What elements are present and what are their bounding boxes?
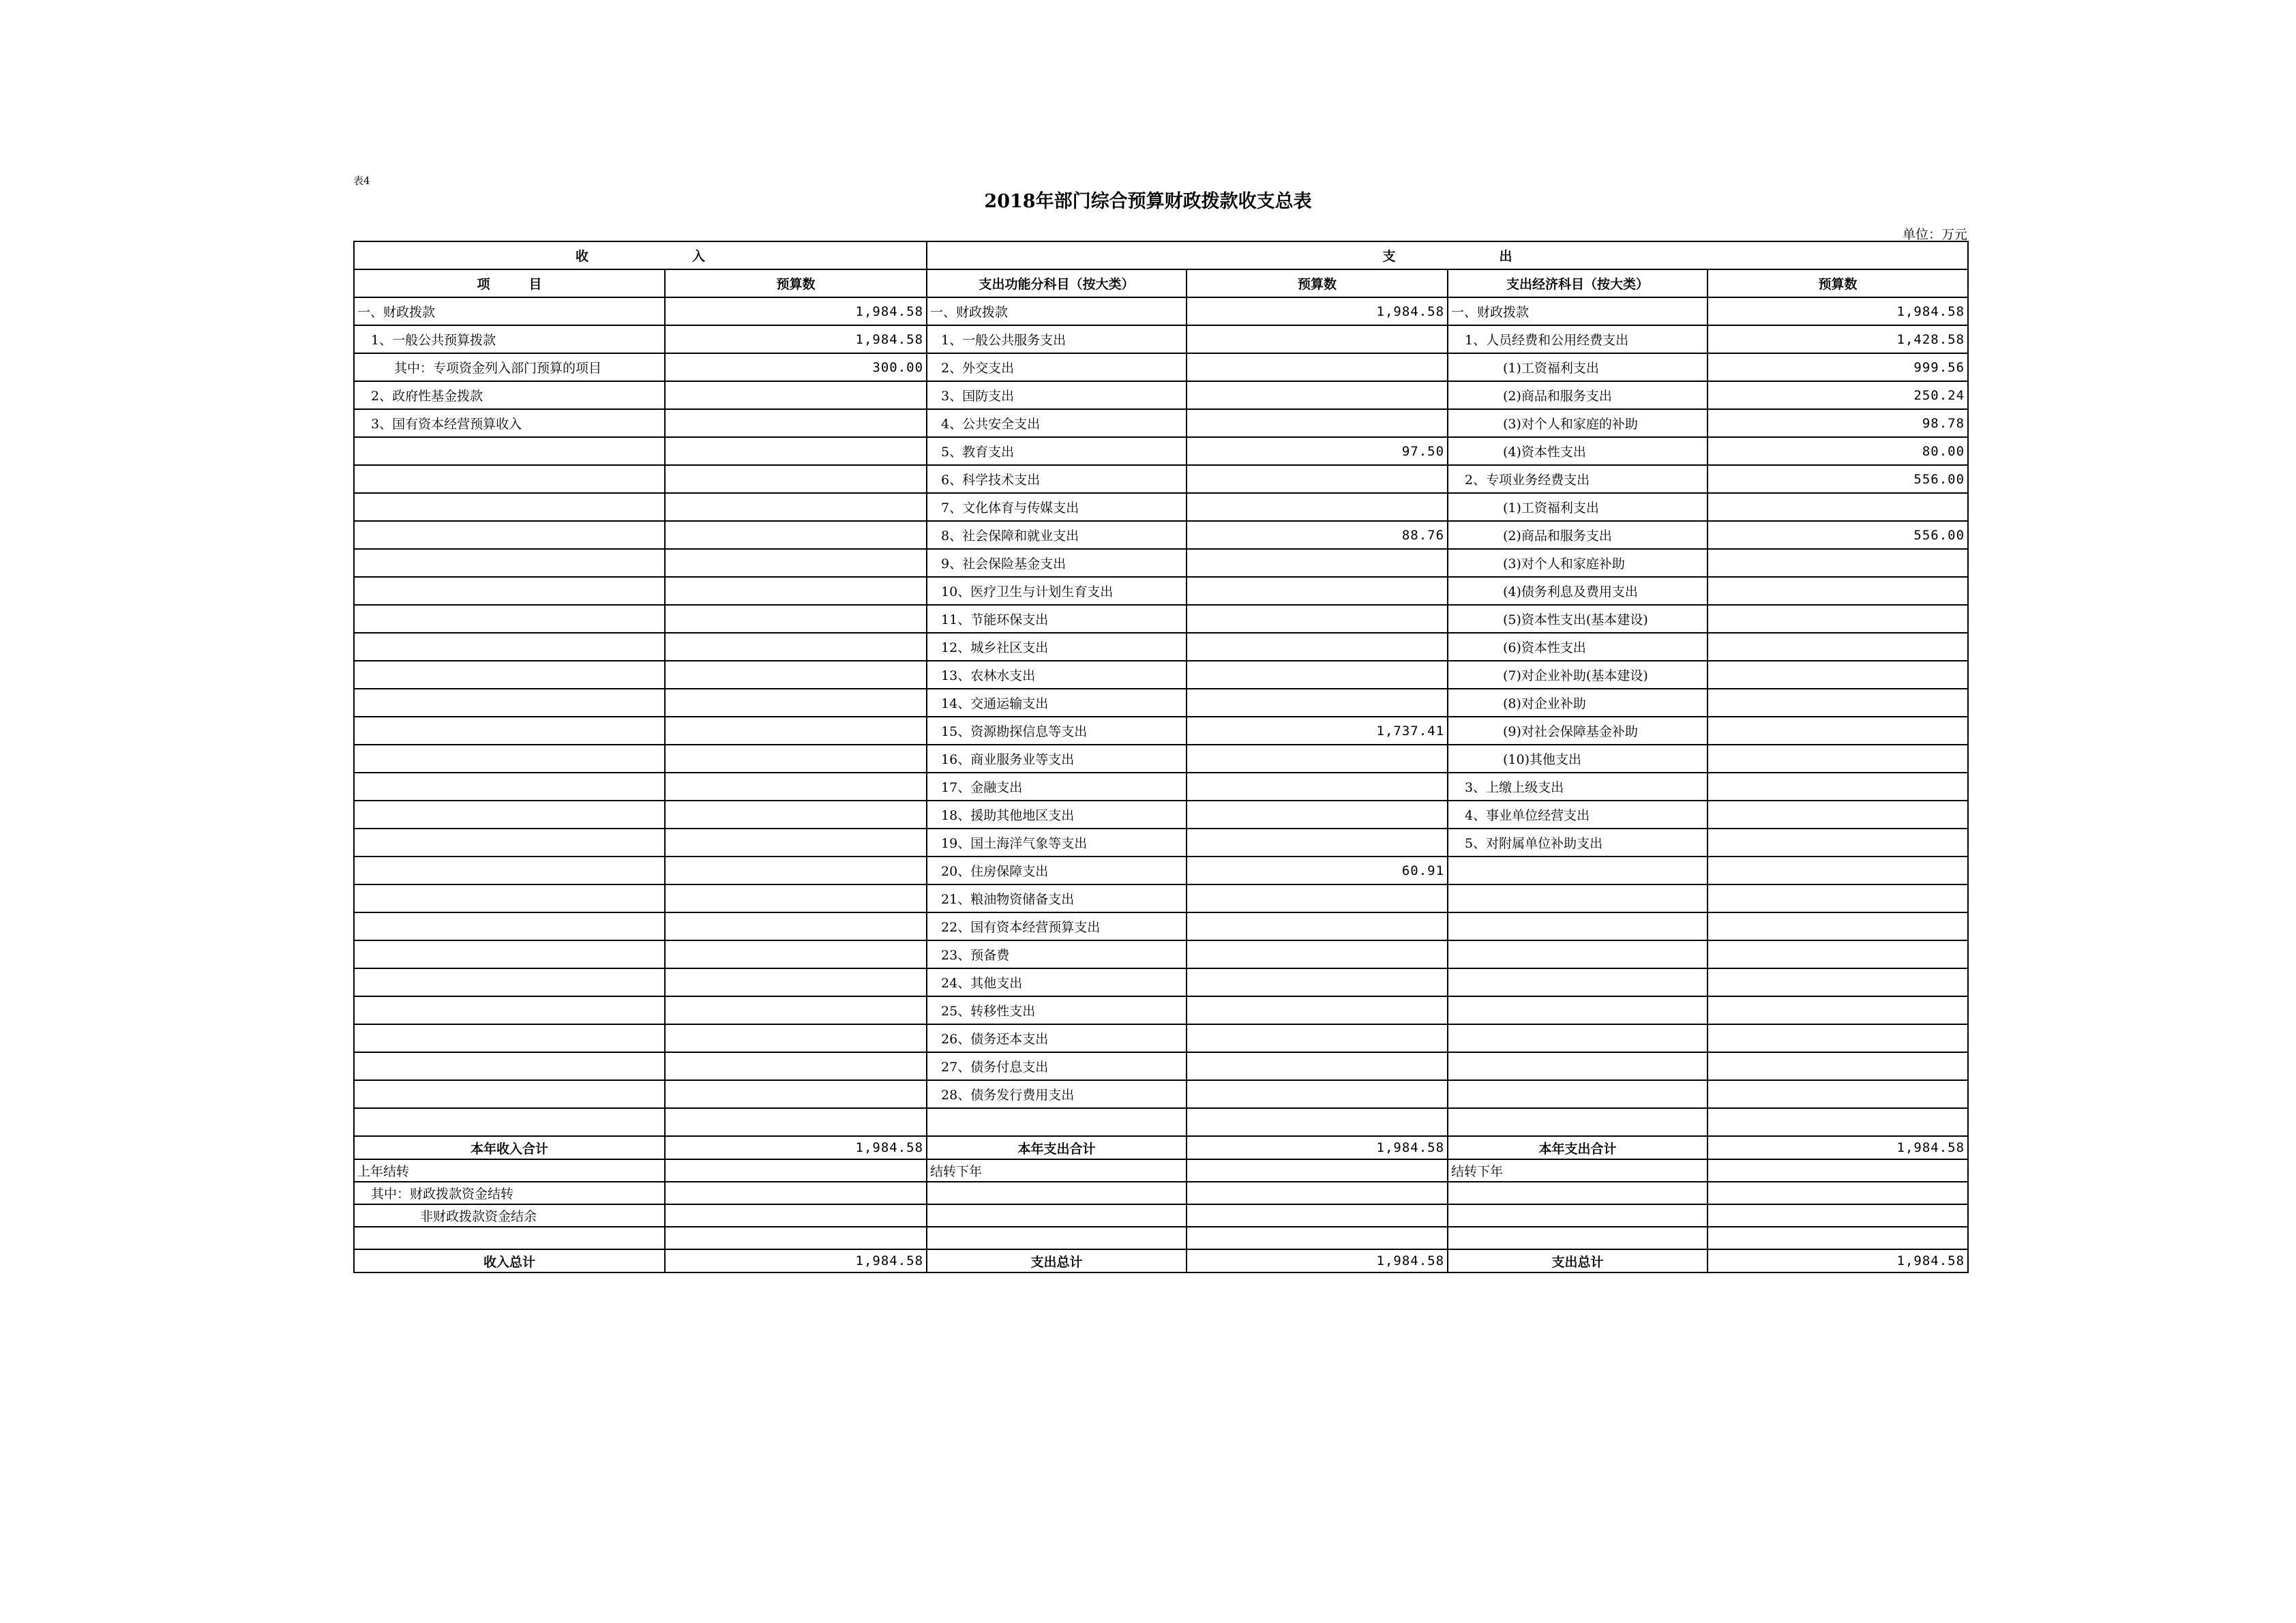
table-row [354,605,1968,633]
econ-value-cell [1708,633,1968,661]
year-total-row-inc-cell: 本年收入合计 [354,1136,665,1159]
income-item-cell [354,717,665,745]
budget-table [353,241,1969,1273]
income-value-cell [665,996,927,1024]
func-value-cell [1187,912,1448,940]
carry-econ-value-cell [1708,1182,1968,1204]
income-item-cell [354,661,665,689]
income-value-cell [665,605,927,633]
income-item-cell [354,493,665,521]
func-item-cell [927,1108,1187,1136]
table-row [354,996,1968,1024]
func-item-cell: 24、其他支出 [927,968,1187,996]
carry-income-value-cell [665,1182,927,1204]
func-value-cell: 60.91 [1187,857,1448,884]
table-row [354,1108,1968,1136]
table-row [354,884,1968,912]
econ-item-cell [1448,912,1708,940]
func-value-cell [1187,661,1448,689]
table-row [354,1052,1968,1080]
carry-econ-value-cell [1708,1227,1968,1249]
grand-total-row [354,1249,1968,1272]
econ-item-cell: (2)商品和服务支出 [1448,381,1708,409]
income-value-cell: 1,984.58 [665,297,927,325]
income-value-cell [665,465,927,493]
income-item-cell [354,968,665,996]
carry-row [354,1159,1968,1182]
income-item-cell [354,773,665,801]
func-item-cell: 12、城乡社区支出 [927,633,1187,661]
func-item-cell: 20、住房保障支出 [927,857,1187,884]
econ-value-cell [1708,857,1968,884]
carry-income-cell: 其中：财政拨款资金结转 [354,1182,665,1204]
econ-value-cell [1708,689,1968,717]
income-item-cell [354,1024,665,1052]
income-value-cell [665,1080,927,1108]
income-value-cell [665,940,927,968]
table-row [354,353,1968,381]
func-item-cell: 一、财政拨款 [927,297,1187,325]
income-value-cell [665,633,927,661]
income-item-cell [354,577,665,605]
income-value-cell [665,437,927,465]
year-total-row-incv-cell: 1,984.58 [665,1136,927,1159]
func-item-cell: 19、国土海洋气象等支出 [927,829,1187,857]
header-income: 收 入 [354,241,927,269]
func-item-cell: 21、粮油物资储备支出 [927,884,1187,912]
econ-value-cell [1708,884,1968,912]
table-body [354,241,1968,1272]
table-row [354,717,1968,745]
econ-value-cell [1708,745,1968,773]
carry-income-value-cell [665,1204,927,1227]
econ-value-cell [1708,912,1968,940]
econ-item-cell: (4)资本性支出 [1448,437,1708,465]
func-value-cell: 88.76 [1187,521,1448,549]
func-value-cell [1187,493,1448,521]
func-item-cell: 23、预备费 [927,940,1187,968]
carry-econ-cell [1448,1204,1708,1227]
econ-value-cell [1708,1108,1968,1136]
income-value-cell [665,717,927,745]
func-value-cell: 1,984.58 [1187,297,1448,325]
carry-econ-cell: 结转下年 [1448,1159,1708,1182]
table-row [354,633,1968,661]
econ-value-cell [1708,801,1968,829]
table-row [354,801,1968,829]
header-econ-category: 支出经济科目（按大类） [1448,269,1708,297]
econ-item-cell: 2、专项业务经费支出 [1448,465,1708,493]
income-item-cell [354,689,665,717]
econ-item-cell: (1)工资福利支出 [1448,353,1708,381]
func-value-cell [1187,1024,1448,1052]
econ-value-cell [1708,773,1968,801]
income-value-cell [665,381,927,409]
header-expense: 支 出 [927,241,1968,269]
func-value-cell [1187,549,1448,577]
table-row [354,409,1968,437]
carry-func-value-cell [1187,1204,1448,1227]
func-value-cell [1187,773,1448,801]
econ-item-cell [1448,884,1708,912]
econ-item-cell: (2)商品和服务支出 [1448,521,1708,549]
econ-value-cell [1708,940,1968,968]
income-value-cell [665,1024,927,1052]
econ-item-cell [1448,1108,1708,1136]
grand-total-row-fn-cell: 支出总计 [927,1249,1187,1272]
table-row [354,465,1968,493]
page-title: 2018年部门综合预算财政拨款收支总表 [984,191,1312,212]
carry-func-cell [927,1182,1187,1204]
carry-func-value-cell [1187,1159,1448,1182]
header-budget-func: 预算数 [1187,269,1448,297]
income-value-cell: 1,984.58 [665,325,927,353]
func-item-cell: 9、社会保险基金支出 [927,549,1187,577]
econ-item-cell: (3)对个人和家庭的补助 [1448,409,1708,437]
table-row [354,493,1968,521]
econ-item-cell: (10)其他支出 [1448,745,1708,773]
carry-row [354,1204,1968,1227]
econ-value-cell: 1,428.58 [1708,325,1968,353]
carry-income-value-cell [665,1227,927,1249]
func-item-cell: 5、教育支出 [927,437,1187,465]
income-item-cell [354,1052,665,1080]
table-row [354,912,1968,940]
income-item-cell [354,521,665,549]
year-total-row-fn-cell: 本年支出合计 [927,1136,1187,1159]
carry-income-cell: 上年结转 [354,1159,665,1182]
econ-item-cell: 1、人员经费和公用经费支出 [1448,325,1708,353]
func-value-cell [1187,996,1448,1024]
func-item-cell: 13、农林水支出 [927,661,1187,689]
income-item-cell [354,857,665,884]
econ-value-cell [1708,549,1968,577]
income-value-cell [665,745,927,773]
carry-econ-cell [1448,1182,1708,1204]
econ-item-cell: (4)债务利息及费用支出 [1448,577,1708,605]
func-value-cell [1187,1108,1448,1136]
income-item-cell [354,912,665,940]
econ-value-cell [1708,605,1968,633]
table-row [354,745,1968,773]
func-item-cell: 26、债务还本支出 [927,1024,1187,1052]
econ-value-cell [1708,996,1968,1024]
income-value-cell [665,829,927,857]
econ-item-cell: (6)资本性支出 [1448,633,1708,661]
carry-func-value-cell [1187,1182,1448,1204]
func-value-cell [1187,801,1448,829]
func-value-cell: 97.50 [1187,437,1448,465]
year-total-row-ecv-cell: 1,984.58 [1708,1136,1968,1159]
income-item-cell [354,801,665,829]
income-value-cell [665,493,927,521]
econ-item-cell: 5、对附属单位补助支出 [1448,829,1708,857]
econ-value-cell [1708,661,1968,689]
func-value-cell [1187,325,1448,353]
econ-item-cell [1448,1024,1708,1052]
carry-income-cell: 非财政拨款资金结余 [354,1204,665,1227]
func-item-cell: 15、资源勘探信息等支出 [927,717,1187,745]
econ-value-cell: 250.24 [1708,381,1968,409]
func-item-cell: 10、医疗卫生与计划生育支出 [927,577,1187,605]
func-value-cell [1187,465,1448,493]
grand-total-row-inc-cell: 收入总计 [354,1249,665,1272]
income-item-cell [354,940,665,968]
func-item-cell: 3、国防支出 [927,381,1187,409]
func-value-cell [1187,689,1448,717]
table-row [354,549,1968,577]
header-budget-income: 预算数 [665,269,927,297]
header-row-top [354,241,1968,269]
income-value-cell: 300.00 [665,353,927,381]
func-value-cell [1187,605,1448,633]
income-value-cell [665,409,927,437]
func-item-cell: 17、金融支出 [927,773,1187,801]
func-item-cell: 16、商业服务业等支出 [927,745,1187,773]
income-item-cell [354,549,665,577]
func-value-cell [1187,968,1448,996]
header-row-sub [354,269,1968,297]
year-total-row-ec-cell: 本年支出合计 [1448,1136,1708,1159]
func-value-cell [1187,1052,1448,1080]
econ-item-cell: 一、财政拨款 [1448,297,1708,325]
func-item-cell: 1、一般公共服务支出 [927,325,1187,353]
func-value-cell [1187,409,1448,437]
income-value-cell [665,884,927,912]
income-item-cell [354,1108,665,1136]
year-total-row [354,1136,1968,1159]
carry-row [354,1182,1968,1204]
table-row [354,521,1968,549]
income-item-cell: 1、一般公共预算拨款 [354,325,665,353]
income-value-cell [665,773,927,801]
income-item-cell [354,884,665,912]
sheet-label: 表4 [353,175,370,187]
header-item: 项 目 [354,269,665,297]
econ-value-cell: 98.78 [1708,409,1968,437]
table-row [354,577,1968,605]
func-value-cell [1187,633,1448,661]
func-value-cell [1187,745,1448,773]
econ-value-cell [1708,968,1968,996]
econ-value-cell: 80.00 [1708,437,1968,465]
econ-item-cell: (1)工资福利支出 [1448,493,1708,521]
func-item-cell: 22、国有资本经营预算支出 [927,912,1187,940]
income-item-cell: 3、国有资本经营预算收入 [354,409,665,437]
econ-item-cell: 3、上缴上级支出 [1448,773,1708,801]
econ-value-cell: 556.00 [1708,521,1968,549]
header-func-category: 支出功能分科目（按大类） [927,269,1187,297]
grand-total-row-incv-cell: 1,984.58 [665,1249,927,1272]
func-value-cell [1187,829,1448,857]
func-item-cell: 2、外交支出 [927,353,1187,381]
income-value-cell [665,521,927,549]
table-row [354,297,1968,325]
func-value-cell [1187,884,1448,912]
table-row [354,381,1968,409]
carry-econ-cell [1448,1227,1708,1249]
econ-value-cell [1708,1080,1968,1108]
unit-text: 单位：万元 [1903,227,1968,242]
econ-value-cell [1708,717,1968,745]
econ-value-cell: 1,984.58 [1708,297,1968,325]
func-item-cell: 25、转移性支出 [927,996,1187,1024]
func-item-cell: 27、债务付息支出 [927,1052,1187,1080]
income-item-cell [354,465,665,493]
func-item-cell: 7、文化体育与传媒支出 [927,493,1187,521]
econ-value-cell [1708,577,1968,605]
income-item-cell [354,745,665,773]
table-row [354,325,1968,353]
grand-total-row-fnv-cell: 1,984.58 [1187,1249,1448,1272]
econ-item-cell: (9)对社会保障基金补助 [1448,717,1708,745]
year-total-row-fnv-cell: 1,984.58 [1187,1136,1448,1159]
income-item-cell [354,996,665,1024]
table-row [354,940,1968,968]
grand-total-row-ec-cell: 支出总计 [1448,1249,1708,1272]
carry-func-cell [927,1227,1187,1249]
table-row [354,689,1968,717]
grand-total-row-ecv-cell: 1,984.58 [1708,1249,1968,1272]
func-item-cell: 18、援助其他地区支出 [927,801,1187,829]
econ-item-cell: 4、事业单位经营支出 [1448,801,1708,829]
func-value-cell [1187,381,1448,409]
income-value-cell [665,801,927,829]
econ-value-cell [1708,1024,1968,1052]
econ-item-cell: (8)对企业补助 [1448,689,1708,717]
econ-item-cell: (3)对个人和家庭补助 [1448,549,1708,577]
carry-econ-value-cell [1708,1204,1968,1227]
econ-item-cell [1448,940,1708,968]
table-row [354,773,1968,801]
income-item-cell [354,829,665,857]
income-value-cell [665,577,927,605]
header-budget-econ: 预算数 [1708,269,1968,297]
carry-income-value-cell [665,1159,927,1182]
income-item-cell: 其中：专项资金列入部门预算的项目 [354,353,665,381]
econ-value-cell: 556.00 [1708,465,1968,493]
table-row [354,829,1968,857]
income-value-cell [665,1108,927,1136]
econ-item-cell [1448,857,1708,884]
income-value-cell [665,968,927,996]
income-value-cell [665,549,927,577]
income-item-cell [354,633,665,661]
func-value-cell [1187,577,1448,605]
income-value-cell [665,689,927,717]
econ-value-cell [1708,493,1968,521]
carry-income-cell [354,1227,665,1249]
carry-row [354,1227,1968,1249]
econ-item-cell [1448,1052,1708,1080]
table-row [354,437,1968,465]
func-item-cell: 28、债务发行费用支出 [927,1080,1187,1108]
econ-value-cell: 999.56 [1708,353,1968,381]
econ-item-cell [1448,1080,1708,1108]
econ-item-cell [1448,996,1708,1024]
func-item-cell: 8、社会保障和就业支出 [927,521,1187,549]
table-row [354,1080,1968,1108]
table-row [354,968,1968,996]
carry-func-cell: 结转下年 [927,1159,1187,1182]
econ-item-cell [1448,968,1708,996]
income-item-cell [354,605,665,633]
income-item-cell: 2、政府性基金拨款 [354,381,665,409]
func-item-cell: 6、科学技术支出 [927,465,1187,493]
econ-value-cell [1708,829,1968,857]
func-value-cell: 1,737.41 [1187,717,1448,745]
func-item-cell: 4、公共安全支出 [927,409,1187,437]
income-item-cell: 一、财政拨款 [354,297,665,325]
carry-econ-value-cell [1708,1159,1968,1182]
income-value-cell [665,857,927,884]
carry-func-value-cell [1187,1227,1448,1249]
econ-item-cell: (7)对企业补助(基本建设) [1448,661,1708,689]
income-item-cell [354,437,665,465]
func-item-cell: 11、节能环保支出 [927,605,1187,633]
carry-func-cell [927,1204,1187,1227]
income-value-cell [665,912,927,940]
econ-item-cell: (5)资本性支出(基本建设) [1448,605,1708,633]
table-row [354,661,1968,689]
table-row [354,1024,1968,1052]
econ-value-cell [1708,1052,1968,1080]
func-value-cell [1187,1080,1448,1108]
income-value-cell [665,1052,927,1080]
budget-table-wrapper [353,241,1969,1273]
func-value-cell [1187,940,1448,968]
income-item-cell [354,1080,665,1108]
income-value-cell [665,661,927,689]
func-item-cell: 14、交通运输支出 [927,689,1187,717]
table-row [354,857,1968,884]
func-value-cell [1187,353,1448,381]
